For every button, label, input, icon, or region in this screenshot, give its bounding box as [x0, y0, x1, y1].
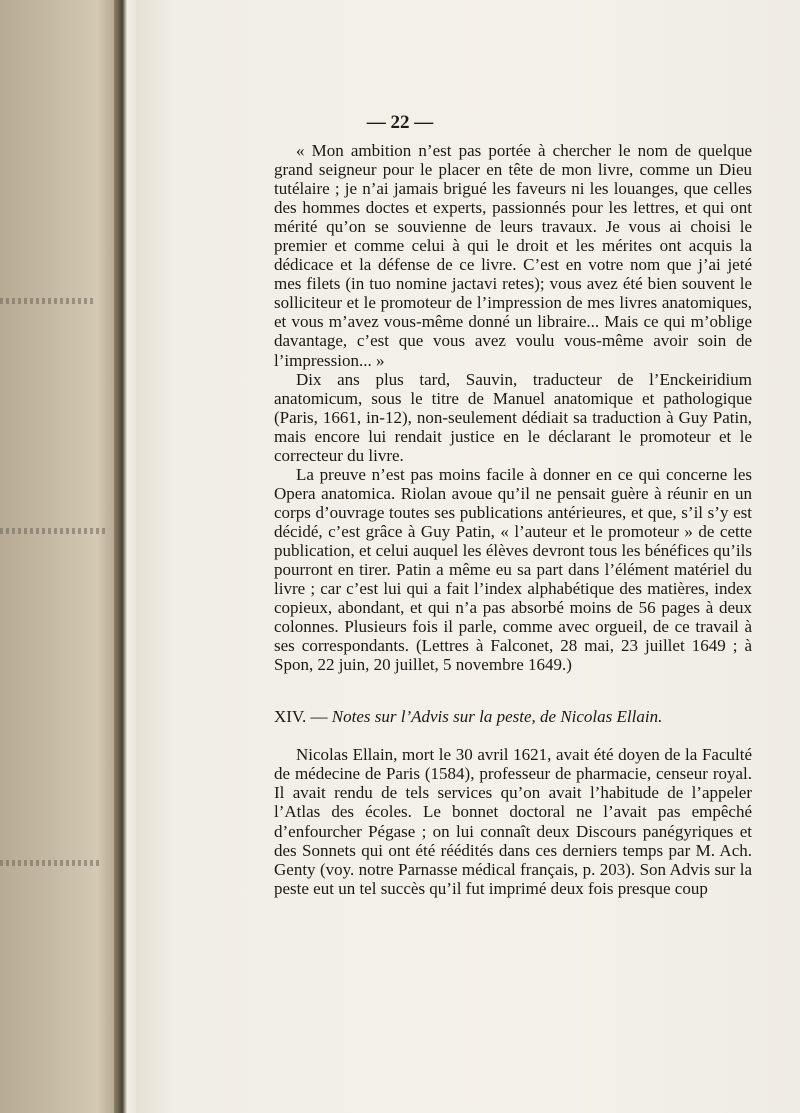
- section-heading: [274, 707, 752, 726]
- paragraph-nicolas-ellain: Nicolas Ellain, mort le 30 avril 1621, avait été doyen de la Faculté de médecine de Paris (1584), professeur de pharmacie, censeur royal. Il avait rendu de tels services qu’on avait l’habitude de l’appeler l’Atlas des écoles. Le bonnet doctoral ne l’avait pas empêché d’enfourcher Pégase ; on lui connaît deux Discours panégyriques et des Sonnets qui ont été réédités dans ces derniers temps par M. Ach. Genty (voy. notre Parnasse médical français, p. 203). Son Advis sur la peste eut un tel succès qu’il fut imprimé deux fois presque coup: [274, 745, 752, 898]
- paragraph-opera-anatomica: La preuve n’est pas moins facile à donner en ce qui concerne les Opera anatomica. Riolan avoue qu’il ne pensait guère à réunir en un corps d’ouvrage toutes ses publications antérieures, et que, s’il s’y est décidé, c’est grâce à Guy Patin, « l’auteur et le promoteur » de cette publication, et celui auquel les élèves devront tous les bénéfices qu’ils pourront en tirer. Patin a même eu sa part dans l’élément matériel du livre ; car c’est lui qui a fait l’index alphabétique des matières, index copieux, abondant, et qui n’a pas absorbé moins de 56 pages à deux colonnes. Plusieurs fois il parle, comme avec orgueil, de ce travail à ses correspondants. (Lettres à Falconet, 28 mai, 23 juillet 1649 ; à Spon, 22 juin, 20 juillet, 5 novembre 1649.): [274, 464, 752, 675]
- paragraph-dedication-quote: « Mon ambition n’est pas portée à chercher le nom de quelque grand seigneur pour le placer en tête de mon livre, comme un Dieu tutélaire ; je n’ai jamais brigué les faveurs ni les louanges, que celles des hommes doctes et experts, passionnés pour les lettres, et qui ont mérité qu’on se souvienne de leurs travaux. Je vous ai choisi le premier et comme celui à qui le droit et les mérites ont acquis la dédicace et la défense de ce livre. C’est en votre nom que j’ai jeté mes filets (in tuo nomine jactavi retes); vous avez été bien souvent le solliciteur et le promoteur de l’impression de mes livres anatomiques, et vous m’avez vous-même donné un libraire... Mais ce qui m’oblige davantage, c’est que vous avez voulu vous-même avoir soin de l’impression... »: [274, 141, 752, 370]
- page-number: — 22 —: [366, 112, 434, 133]
- body-text: [274, 141, 752, 898]
- show-through-mark: [0, 298, 96, 304]
- section-title: Notes sur l’Advis sur la peste, de Nicolas Ellain.: [331, 707, 663, 727]
- book-gutter: [114, 0, 138, 1113]
- show-through-mark: [0, 860, 100, 866]
- show-through-mark: [0, 528, 108, 534]
- paragraph-sauvin: Dix ans plus tard, Sauvin, traducteur de l’Enckeiridium anatomicum, sous le titre de Manuel anatomique et pathologique (Paris, 1661, in-12), non-seulement dédiait sa traduction à Guy Patin, mais encore lui rendait justice en le déclarant le promoteur et le correcteur du livre.: [274, 369, 752, 465]
- facing-page-edge: [0, 0, 122, 1113]
- section-number: XIV. —: [274, 707, 332, 727]
